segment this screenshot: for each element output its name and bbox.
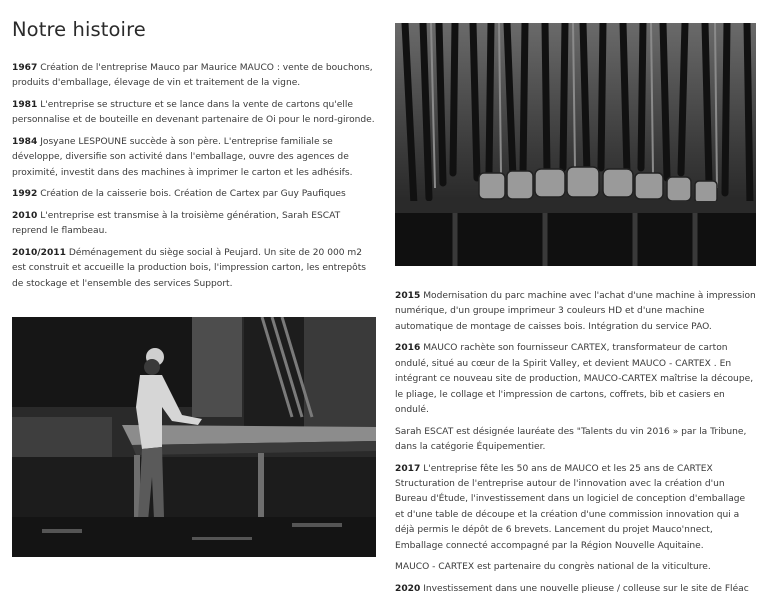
history-entry <box>395 582 756 597</box>
history-entry <box>395 341 756 418</box>
history-entry <box>12 61 377 92</box>
photo-mallets <box>395 23 756 266</box>
entry-text: L'entreprise fête les 50 ans de MAUCO et les 25 ans de CARTEX Structuration de l'entreprise autour de l'innovation avec la création d'un Bureau d'Étude, l'investissement dans un logiciel de conception d'emballage et d'une table de découpe et la création d'une commission innovation qui a déjà permis le dépôt de 6 brevets. Lancement du projet Mauco'nnect, Emballage connecté accompagné par la Région Nouvelle Aquitaine. <box>395 463 746 551</box>
history-entry <box>395 289 756 335</box>
history-entry <box>395 560 756 575</box>
entry-text: Josyane LESPOUNE succède à son père. L'entreprise familiale se développe, diversifie son activité dans l'emballage, ouvre des agences de proximité, investit dans des machines à imprimer le carton et les adhésifs. <box>12 137 353 178</box>
entry-year: 2015 <box>395 291 421 301</box>
entry-year: 1981 <box>12 100 38 110</box>
history-entry <box>395 462 756 554</box>
history-left-column <box>12 61 377 298</box>
entry-year: 1992 <box>12 189 38 200</box>
entry-text: L'entreprise est transmise à la troisième génération, Sarah ESCAT reprend le flambeau. <box>12 211 341 237</box>
page-title: Notre histoire <box>12 18 146 41</box>
history-entry <box>12 246 377 292</box>
entry-text: Déménagement du siège social à Peujard. Un site de 20 000 m2 est construit et accueille la production bois, l'impression carton, les entrepôts de stockage et l'ensemble des services Support. <box>12 248 367 289</box>
entry-year: 2017 <box>395 463 421 474</box>
entry-year: 1984 <box>12 137 38 147</box>
entry-text: Modernisation du parc machine avec l'achat d'une machine à impression numérique, d'un groupe imprimeur 3 couleurs HD et d'une machine automatique de montage de caisses bois. Intégration du service PAO. <box>395 291 756 332</box>
history-entry <box>12 187 377 202</box>
entry-text: L'entreprise se structure et se lance dans la vente de cartons qu'elle personnalise et de bouteille en devenant partenaire de Oi pour le nord-gironde. <box>12 100 375 126</box>
history-right-column <box>395 289 756 603</box>
entry-text: Sarah ESCAT est désignée lauréate des "Talents du vin 2016 » par la Tribune, dans la catégorie Équipementier. <box>395 426 747 453</box>
entry-year: 2016 <box>395 343 421 354</box>
entry-text: Investissement dans une nouvelle plieuse / colleuse sur le site de Fléac <box>420 583 749 594</box>
entry-text: Création de l'entreprise Mauco par Maurice MAUCO : vente de bouchons, produits d'emballage, élevage de vin et traitement de la vigne. <box>12 63 373 89</box>
entry-text: MAUCO rachète son fournisseur CARTEX, transformateur de carton ondulé, situé au cœur de la Spirit Valley, et devient MAUCO - CARTEX . En intégrant ce nouveau site de production, MAUCO-CARTEX maîtrise la découpe, le pliage, le collage et l'impression de cartons, coffrets, bib et casiers en ondulé. <box>395 343 754 416</box>
entry-year: 2010 <box>12 211 38 221</box>
entry-year: 2010/2011 <box>12 248 66 258</box>
entry-text: Création de la caisserie bois. Création de Cartex par Guy Paufiques <box>37 189 346 200</box>
history-entry <box>12 209 377 240</box>
entry-year: 1967 <box>12 63 38 73</box>
entry-year: 2020 <box>395 583 421 594</box>
history-entry <box>12 135 377 181</box>
photo-workshop-worker <box>12 317 376 557</box>
history-entry <box>12 98 377 129</box>
history-entry <box>395 425 756 456</box>
entry-text: MAUCO - CARTEX est partenaire du congrès national de la viticulture. <box>395 562 711 573</box>
